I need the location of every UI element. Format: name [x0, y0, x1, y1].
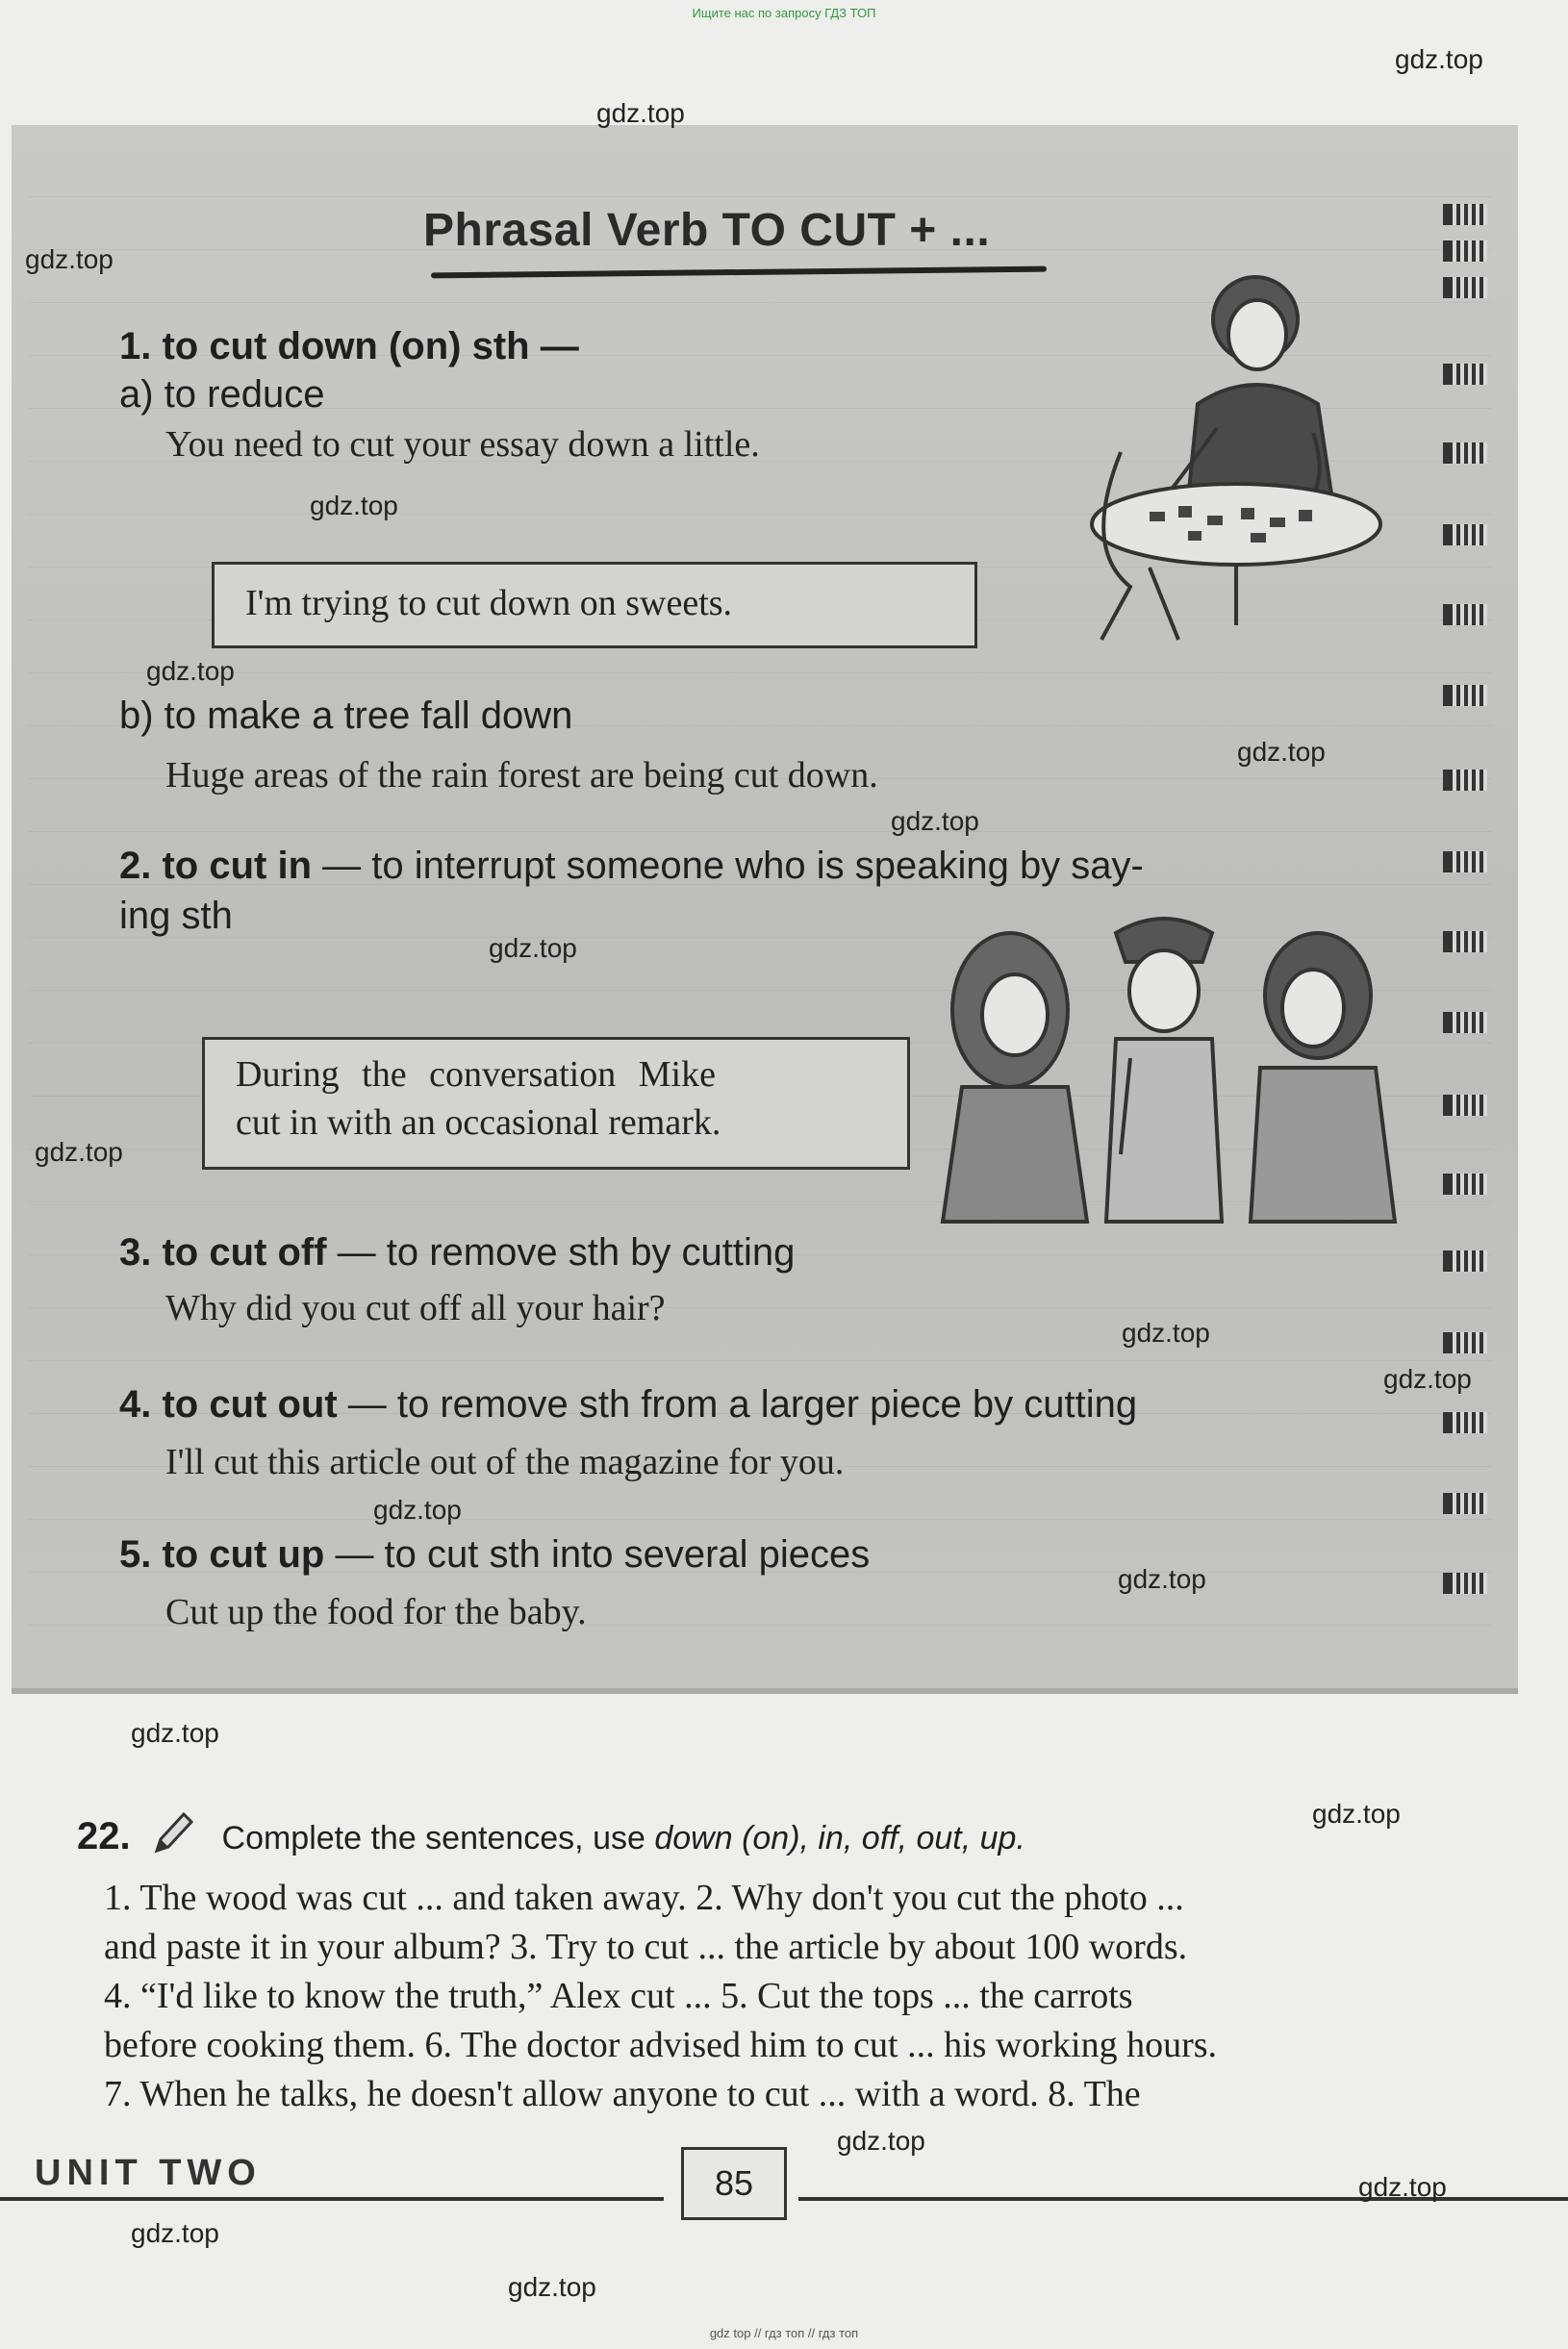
watermark: gdz.top	[373, 1495, 462, 1525]
panel-title: Phrasal Verb TO CUT + ...	[423, 205, 991, 256]
watermark: gdz.top	[146, 656, 235, 686]
edge-tab	[1443, 604, 1487, 625]
woman-cutting-illustration	[1044, 260, 1429, 644]
girl2-body	[1251, 1068, 1395, 1222]
edge-tab	[1443, 1573, 1487, 1594]
footer-rule-left	[0, 2197, 664, 2201]
entry-1a-example: You need to cut your essay down a little.	[165, 424, 760, 465]
entry-4-verb: 4. to cut out	[119, 1383, 338, 1426]
exercise-number: 22.	[77, 1815, 131, 1857]
edge-tab	[1443, 1174, 1487, 1195]
watermark: gdz.top	[1395, 44, 1483, 74]
entry-5-verb: 5. to cut up	[119, 1533, 325, 1576]
watermark: gdz.top	[596, 98, 685, 128]
entry-4-example: I'll cut this article out of the magazine for you.	[165, 1442, 845, 1482]
entry-1-box-text: I'm trying to cut down on sweets.	[245, 583, 733, 623]
watermark: gdz.top	[131, 2218, 219, 2248]
edge-tab	[1443, 685, 1487, 706]
food-piece	[1150, 512, 1165, 521]
pencil-icon	[147, 1808, 197, 1858]
watermark: gdz.top	[489, 933, 577, 963]
watermark: gdz.top	[25, 244, 114, 274]
edge-tab	[1443, 1250, 1487, 1272]
food-piece	[1251, 533, 1266, 543]
entry-1a-definition: a) to reduce	[119, 373, 325, 416]
entry-2-verb: 2. to cut in	[119, 845, 312, 887]
edge-tab	[1443, 1012, 1487, 1033]
entry-5-example: Cut up the food for the baby.	[165, 1592, 587, 1632]
entry-4-definition: — to remove sth from a larger piece by cutting	[337, 1383, 1138, 1426]
exercise-instruction: Complete the sentences, use	[221, 1820, 655, 1856]
entry-3-verb: 3. to cut off	[119, 1231, 327, 1274]
entry-3-heading	[119, 1231, 795, 1275]
entry-1b-example: Huge areas of the rain forest are being cut down.	[165, 755, 878, 796]
watermark: gdz.top	[1237, 737, 1326, 767]
entry-2-heading	[119, 845, 1144, 888]
entry-5-heading	[119, 1533, 870, 1577]
exercise-line: 7. When he talks, he doesn't allow anyone to cut ... with a word. 8. The	[104, 2074, 1141, 2114]
entry-1-heading: 1. to cut down (on) sth —	[119, 325, 579, 367]
entry-3-example: Why did you cut off all your hair?	[165, 1288, 666, 1328]
exercise-line: before cooking them. 6. The doctor advised him to cut ... his working hours.	[104, 2025, 1218, 2065]
footer-rule-right	[798, 2197, 1568, 2201]
watermark: gdz.top	[1312, 1799, 1401, 1829]
watermark: gdz.top	[1383, 1364, 1472, 1394]
edge-tab	[1443, 442, 1487, 464]
exercise-line: 1. The wood was cut ... and taken away. 2. Why don't you cut the photo ...	[104, 1878, 1184, 1918]
food-piece	[1241, 508, 1254, 519]
food-piece	[1207, 516, 1223, 525]
edge-tab	[1443, 240, 1487, 262]
edge-tab	[1443, 364, 1487, 385]
edge-tab	[1443, 770, 1487, 791]
kids-talking-illustration	[923, 904, 1414, 1231]
entry-2-example-box	[202, 1037, 910, 1170]
face	[1228, 300, 1286, 369]
unit-label: UNIT TWO	[35, 2153, 262, 2193]
watermark: gdz.top	[508, 2272, 596, 2302]
page-number	[681, 2147, 787, 2220]
entry-4-heading	[119, 1383, 1137, 1427]
watermark: gdz.top	[35, 1137, 123, 1167]
exercise-text	[104, 1874, 1518, 2119]
exercise-instruction-words: down (on), in, off, out, up.	[654, 1820, 1025, 1856]
page-number-text: 85	[714, 2163, 754, 2203]
exercise-heading	[77, 1808, 1025, 1858]
food-piece	[1178, 506, 1192, 518]
edge-tab	[1443, 851, 1487, 872]
entry-3-definition: — to remove sth by cutting	[326, 1231, 796, 1274]
top-note: Ищите нас по запросу ГДЗ ТОП	[692, 6, 876, 20]
watermark: gdz.top	[1122, 1318, 1210, 1348]
food-piece	[1270, 518, 1285, 527]
entry-1b-definition: b) to make a tree fall down	[119, 695, 573, 737]
edge-tab	[1443, 1412, 1487, 1433]
watermark: gdz.top	[1358, 2172, 1447, 2202]
food-piece	[1299, 510, 1312, 521]
entry-2-box-line-1: During the conversation Mike	[236, 1054, 716, 1095]
exercise-line: 4. “I'd like to know the truth,” Alex cut ... 5. Cut the tops ... the carrots	[104, 1976, 1133, 2016]
edge-tab	[1443, 1332, 1487, 1353]
entry-2-definition: — to interrupt someone who is speaking by say-	[312, 845, 1144, 887]
exercise-line: and paste it in your album? 3. Try to cut ... the article by about 100 words.	[104, 1927, 1188, 1967]
food-piece	[1188, 531, 1201, 541]
chair-leg	[1150, 568, 1178, 640]
edge-tab	[1443, 524, 1487, 545]
watermark: gdz.top	[837, 2126, 925, 2156]
edge-tab	[1443, 931, 1487, 952]
watermark: gdz.top	[131, 1718, 219, 1748]
table-top	[1092, 484, 1380, 565]
girl2-face	[1282, 970, 1344, 1047]
watermark: gdz.top	[891, 806, 979, 836]
girl-face	[982, 974, 1048, 1055]
entry-5-definition: — to cut sth into several pieces	[324, 1533, 871, 1576]
edge-tab	[1443, 277, 1487, 298]
watermark: gdz.top	[1118, 1564, 1206, 1594]
watermark: gdz.top	[310, 491, 398, 520]
girl-body	[943, 1087, 1087, 1222]
edge-tab	[1443, 204, 1487, 225]
boy-face	[1129, 950, 1199, 1031]
entry-1-example-box	[212, 562, 977, 648]
entry-2-heading-cont: ing sth	[119, 895, 233, 937]
entry-2-box-line-2: cut in with an occasional remark.	[236, 1102, 721, 1143]
bottom-note: gdz top // гдз топ // гдз топ	[709, 2326, 859, 2340]
edge-tab	[1443, 1095, 1487, 1116]
edge-tab	[1443, 1493, 1487, 1514]
